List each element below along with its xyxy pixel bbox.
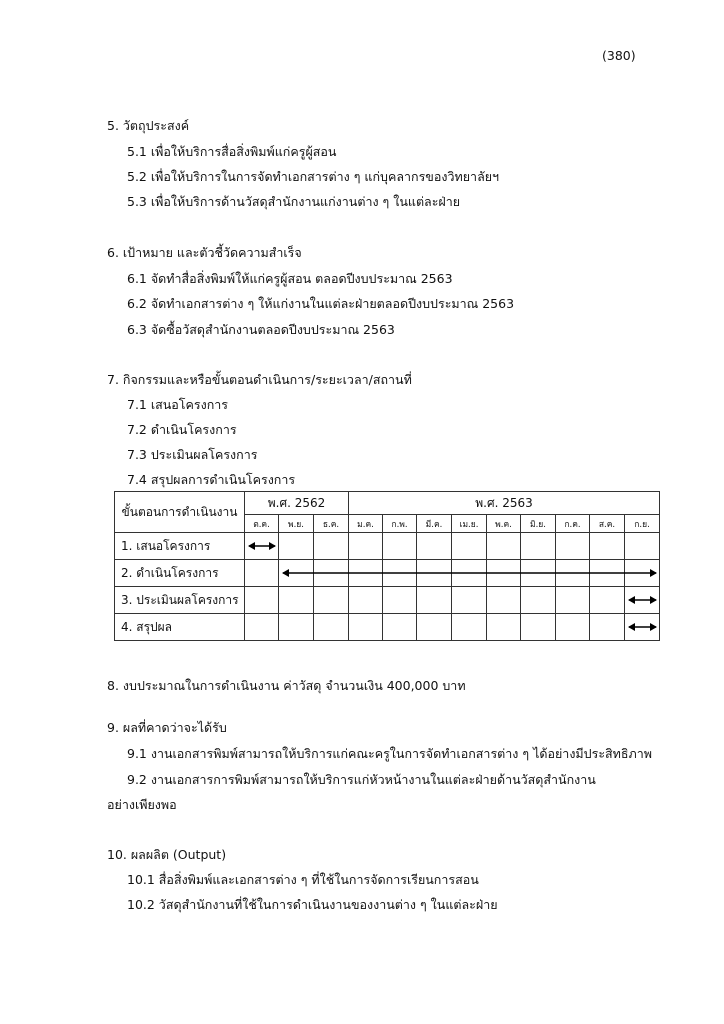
schedule-cell: [452, 533, 487, 560]
schedule-cell: [279, 614, 314, 641]
section-5-heading: 5. วัตถุประสงค์: [107, 118, 190, 133]
schedule-cell: [625, 614, 660, 641]
step-label: 2. ดำเนินโครงการ: [115, 560, 245, 587]
month-header: ม.ค.: [349, 515, 383, 533]
schedule-cell: [349, 587, 383, 614]
section-9-continuation: อย่างเพียงพอ: [107, 797, 177, 812]
step-label: 4. สรุปผล: [115, 614, 245, 641]
schedule-cell: [521, 533, 556, 560]
section-9-heading: 9. ผลที่คาดว่าจะได้รับ: [107, 720, 227, 735]
section-10-heading: 10. ผลผลิต (Output): [107, 847, 227, 862]
section-5-item: 5.1 เพื่อให้บริการสื่อสิ่งพิมพ์แก่ครูผู้สอน: [127, 144, 337, 159]
schedule-cell: [314, 587, 349, 614]
page-number: (380): [602, 48, 636, 63]
schedule-cell: [245, 533, 279, 560]
month-header: พ.ค.: [487, 515, 521, 533]
schedule-cell: [279, 533, 314, 560]
schedule-cell: [521, 587, 556, 614]
schedule-cell: [383, 560, 417, 587]
section-9-item: 9.1 งานเอกสารพิมพ์สามารถให้บริการแก่คณะครูในการจัดทำเอกสารต่าง ๆ ได้อย่างมีประสิทธิภาพ: [127, 746, 653, 761]
table-row: [115, 614, 660, 641]
timeline-arrow: [628, 614, 657, 640]
schedule-cell: [383, 587, 417, 614]
table-row: [115, 587, 660, 614]
section-10-item: 10.2 วัสดุสำนักงานที่ใช้ในการดำเนินงานของงานต่าง ๆ ในแต่ละฝ่าย: [127, 897, 498, 912]
schedule-cell: [590, 560, 625, 587]
schedule-cell: [417, 587, 452, 614]
section-8-heading: 8. งบประมาณในการดำเนินงาน ค่าวัสดุ จำนวนเงิน 400,000 บาท: [107, 678, 466, 693]
schedule-cell: [245, 560, 279, 587]
month-header: ต.ค.: [245, 515, 279, 533]
step-label: 3. ประเมินผลโครงการ: [115, 587, 245, 614]
schedule-cell: [452, 560, 487, 587]
schedule-cell: [245, 587, 279, 614]
schedule-cell: [417, 533, 452, 560]
table-row: [115, 533, 660, 560]
section-5-item: 5.2 เพื่อให้บริการในการจัดทำเอกสารต่าง ๆ แก่บุคลากรของวิทยาลัยฯ: [127, 169, 500, 184]
schedule-cell: [349, 614, 383, 641]
schedule-cell: [487, 560, 521, 587]
schedule-cell: [556, 587, 590, 614]
schedule-cell: [245, 614, 279, 641]
section-7-heading: 7. กิจกรรมและหรือขั้นตอนดำเนินการ/ระยะเวลา/สถานที่: [107, 372, 412, 387]
timeline-arrow: [628, 587, 657, 613]
schedule-cell: [487, 614, 521, 641]
section-6-item: 6.3 จัดซื้อวัสดุสำนักงานตลอดปีงบประมาณ 2563: [127, 322, 395, 337]
schedule-cell: [383, 533, 417, 560]
step-label: 1. เสนอโครงการ: [115, 533, 245, 560]
year-header: พ.ศ. 2563: [349, 492, 660, 515]
schedule-cell: [590, 587, 625, 614]
schedule-cell: [521, 614, 556, 641]
section-6-item: 6.2 จัดทำเอกสารต่าง ๆ ให้แก่งานในแต่ละฝ่ายตลอดปีงบประมาณ 2563: [127, 296, 515, 311]
schedule-cell: [349, 533, 383, 560]
section-7-item: 7.4 สรุปผลการดำเนินโครงการ: [127, 472, 296, 487]
schedule-cell: [590, 614, 625, 641]
schedule-cell: [417, 614, 452, 641]
month-header: มี.ค.: [417, 515, 452, 533]
month-header: มิ.ย.: [521, 515, 556, 533]
schedule-cell: [556, 533, 590, 560]
month-header: ส.ค.: [590, 515, 625, 533]
schedule-cell: [279, 587, 314, 614]
schedule-cell: [625, 560, 660, 587]
schedule-cell: [556, 560, 590, 587]
section-7-item: 7.1 เสนอโครงการ: [127, 397, 229, 412]
schedule-cell: [383, 614, 417, 641]
year-header: พ.ศ. 2562: [245, 492, 349, 515]
schedule-cell: [279, 560, 314, 587]
schedule-cell: [417, 560, 452, 587]
month-header: ก.ค.: [556, 515, 590, 533]
schedule-cell: [521, 560, 556, 587]
schedule-cell: [487, 533, 521, 560]
timeline-arrow: [248, 533, 276, 559]
section-7-item: 7.2 ดำเนินโครงการ: [127, 422, 237, 437]
schedule-cell: [314, 614, 349, 641]
schedule-cell: [625, 533, 660, 560]
section-6-heading: 6. เป้าหมาย และตัวชี้วัดความสำเร็จ: [107, 245, 302, 260]
schedule-cell: [452, 614, 487, 641]
schedule-cell: [314, 533, 349, 560]
table-corner-label: ขั้นตอนการดำเนินงาน: [115, 492, 245, 533]
month-header: ก.ย.: [625, 515, 660, 533]
schedule-cell: [625, 587, 660, 614]
schedule-cell: [349, 560, 383, 587]
section-9-item: 9.2 งานเอกสารการพิมพ์สามารถให้บริการแก่หัวหน้างานในแต่ละฝ่ายด้านวัสดุสำนักงาน: [127, 772, 596, 787]
month-header: เม.ย.: [452, 515, 487, 533]
section-7-item: 7.3 ประเมินผลโครงการ: [127, 447, 258, 462]
schedule-cell: [556, 614, 590, 641]
schedule-cell: [590, 533, 625, 560]
section-6-item: 6.1 จัดทำสื่อสิ่งพิมพ์ให้แก่ครูผู้สอน ตลอดปีงบประมาณ 2563: [127, 271, 453, 286]
month-header: ก.พ.: [383, 515, 417, 533]
section-5-item: 5.3 เพื่อให้บริการด้านวัสดุสำนักงานแก่งานต่าง ๆ ในแต่ละฝ่าย: [127, 194, 461, 209]
month-header: ธ.ค.: [314, 515, 349, 533]
schedule-cell: [487, 587, 521, 614]
schedule-table: [114, 491, 660, 641]
schedule-cell: [314, 560, 349, 587]
section-10-item: 10.1 สื่อสิ่งพิมพ์และเอกสารต่าง ๆ ที่ใช้ในการจัดการเรียนการสอน: [127, 872, 479, 887]
table-row: [115, 560, 660, 587]
schedule-cell: [452, 587, 487, 614]
month-header: พ.ย.: [279, 515, 314, 533]
